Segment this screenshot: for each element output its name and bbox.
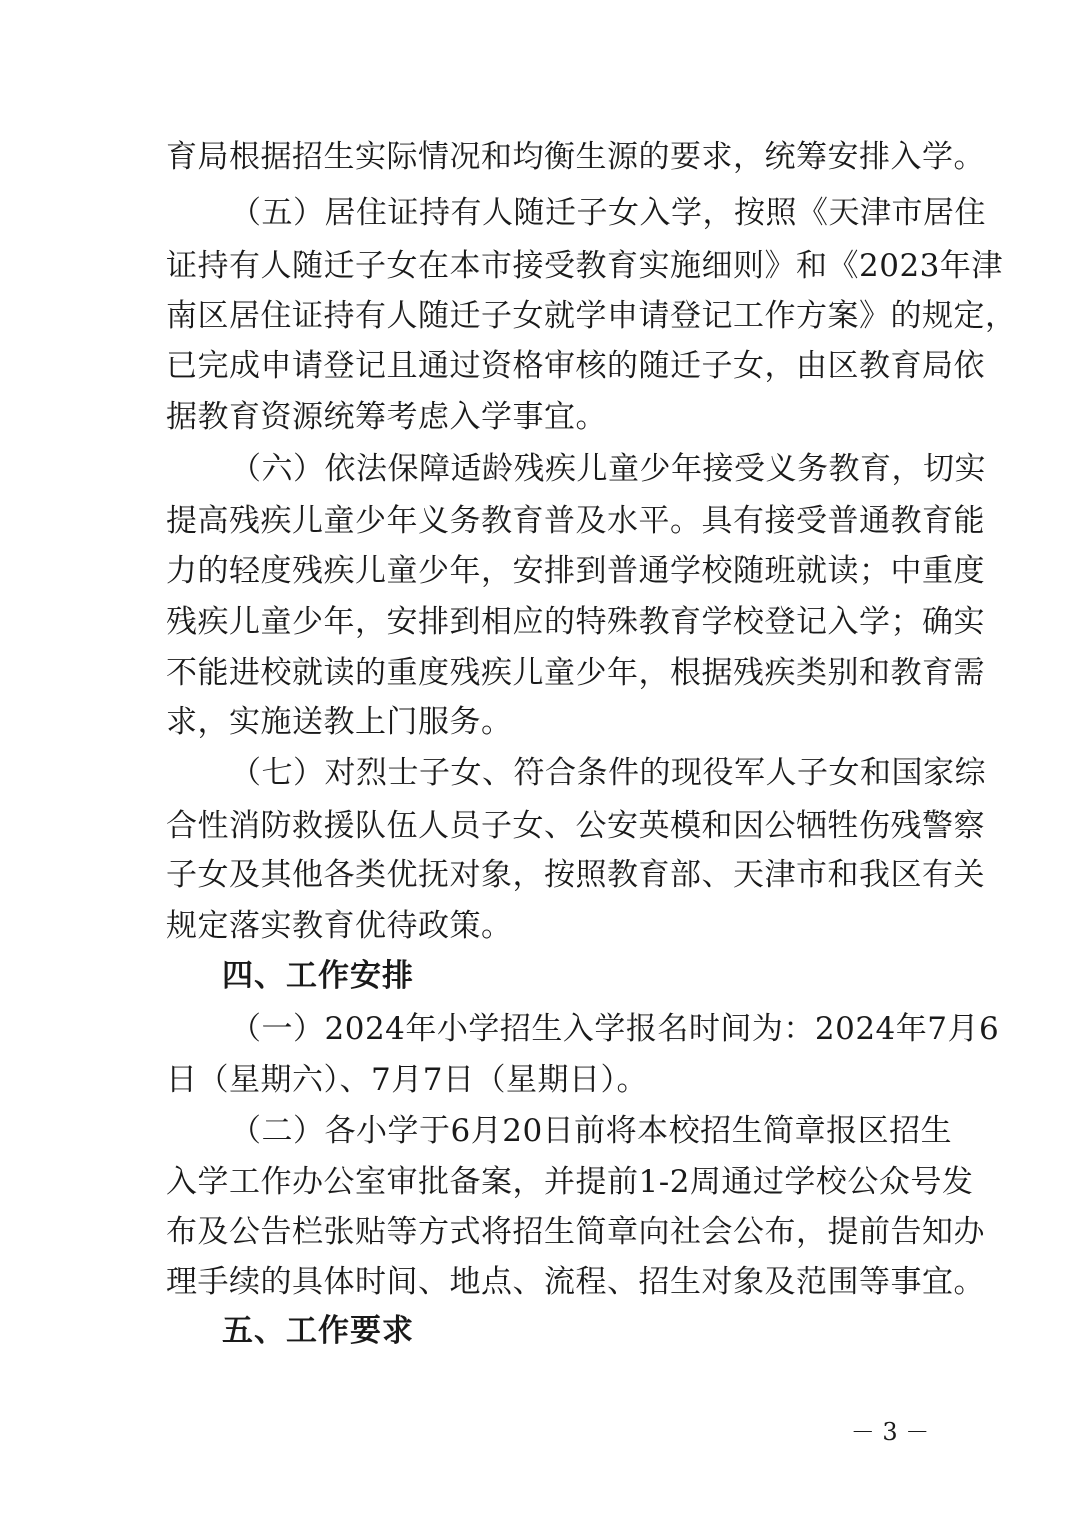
text-line: 求，实施送教上门服务。 — [166, 704, 513, 740]
paragraph-7-start: （七）对烈士子女、符合条件的现役军人子女和国家综 — [230, 755, 986, 791]
text-line: 据教育资源统筹考虑入学事宜。 — [166, 399, 607, 435]
text-line: 力的轻度残疾儿童少年，安排到普通学校随班就读；中重度 — [166, 553, 985, 589]
text-line: 入学工作办公室审批备案，并提前1-2周通过学校公众号发 — [166, 1164, 974, 1200]
paragraph-2-start: （二）各小学于6月20日前将本校招生简章报区招生 — [230, 1113, 953, 1149]
paragraph-1-start: （一）2024年小学招生入学报名时间为：2024年7月6 — [230, 1011, 1000, 1047]
section-heading-5: 五、工作要求 — [222, 1313, 414, 1349]
text-line: 育局根据招生实际情况和均衡生源的要求，统筹安排入学。 — [166, 139, 985, 175]
text-line: 南区居住证持有人随迁子女就学申请登记工作方案》的规定， — [166, 298, 1017, 334]
text-line: 规定落实教育优待政策。 — [166, 908, 513, 944]
text-line: 已完成申请登记且通过资格审核的随迁子女，由区教育局依 — [166, 348, 985, 384]
text-line: 不能进校就读的重度残疾儿童少年，根据残疾类别和教育需 — [166, 655, 985, 691]
text-line: 合性消防救援队伍人员子女、公安英模和因公牺牲伤残警察 — [166, 808, 985, 844]
paragraph-5-start: （五）居住证持有人随迁子女入学，按照《天津市居住 — [230, 195, 986, 231]
text-line: 理手续的具体时间、地点、流程、招生对象及范围等事宜。 — [166, 1264, 985, 1300]
page-number: － 3 － — [850, 1418, 930, 1446]
text-line: 证持有人随迁子女在本市接受教育实施细则》和《2023年津 — [166, 248, 1003, 284]
paragraph-6-start: （六）依法保障适龄残疾儿童少年接受义务教育，切实 — [230, 451, 986, 487]
text-line: 残疾儿童少年，安排到相应的特殊教育学校登记入学；确实 — [166, 604, 985, 640]
text-line: 提高残疾儿童少年义务教育普及水平。具有接受普通教育能 — [166, 503, 985, 539]
text-line: 日（星期六）、7月7日（星期日）。 — [166, 1062, 648, 1098]
text-line: 子女及其他各类优抚对象，按照教育部、天津市和我区有关 — [166, 857, 985, 893]
text-line: 布及公告栏张贴等方式将招生简章向社会公布，提前告知办 — [166, 1214, 985, 1250]
section-heading-4: 四、工作安排 — [222, 958, 414, 994]
